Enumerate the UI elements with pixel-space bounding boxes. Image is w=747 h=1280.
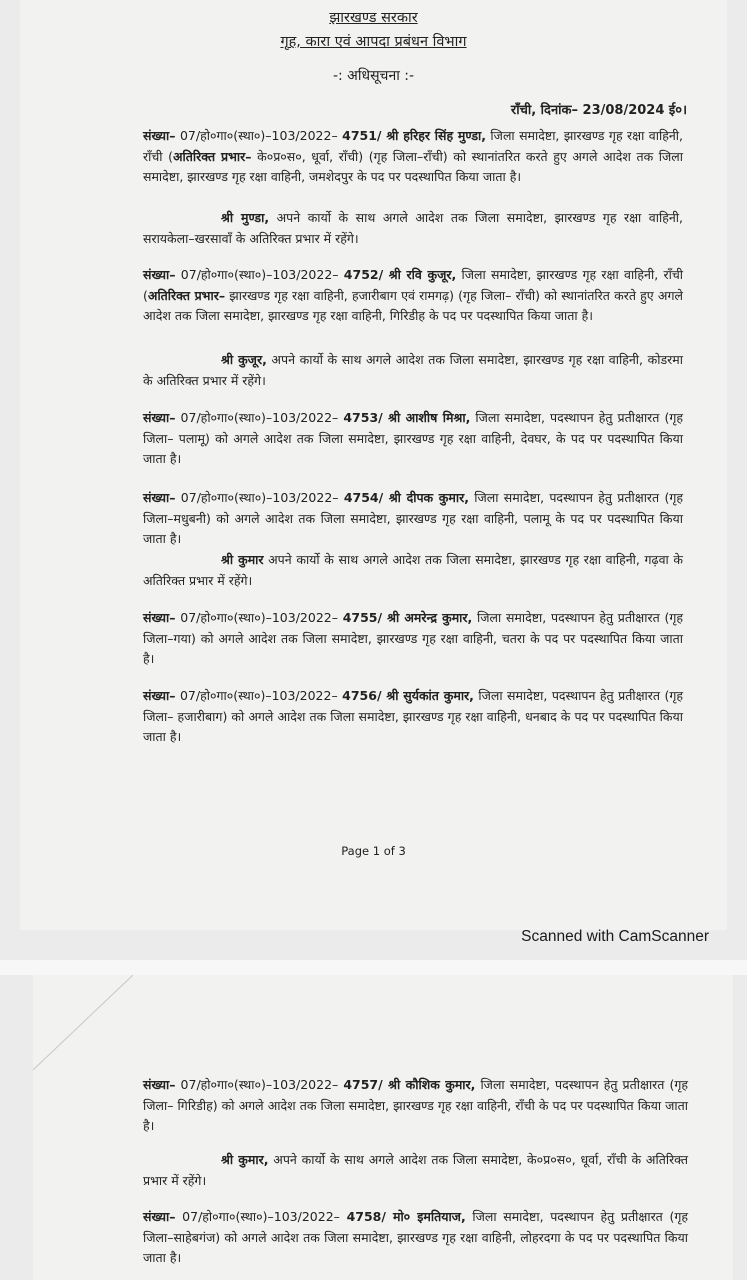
order-entry-4752: संख्या– 07/हो०गा०(स्था०)–103/2022– 4752/ श्री रवि कुजूर, जिला समादेष्टा, झारखण्ड गृह रक्षा वाहिनी, राँची (अतिरिक्त प्रभार– झारखण्ड गृह रक्षा वाहिनी, हजारीबाग एवं रामगढ़) (गृह जिला– राँची) को स्थानांतरित करते हुए अगले आदेश तक जिला समादेष्टा, झारखण्ड गृह रक्षा वाहिनी, गिरिडीह के पद पर पदस्थापित किया जाता है। [143,267,683,323]
order-entry-4758: संख्या– 07/हो०गा०(स्था०)–103/2022– 4758/ मो० इमतियाज, जिला समादेष्टा, पदस्थापन हेतु प्रतीक्षारत (गृह जिला–साहेबगंज) को अगले आदेश तक जिला समादेष्टा, झारखण्ड गृह रक्षा वाहिनी, लोहरदगा के पद पर पदस्थापित किया जाता है। [143,1209,689,1265]
document-page-1 [20,0,727,930]
header-department: गृह, कारा एवं आपदा प्रबंधन विभाग [280,34,467,50]
page-gap [0,960,747,975]
notification-heading: -: अधिसूचना :- [332,68,415,84]
scan-edge-line [33,975,153,1075]
order-entry-4751: संख्या– 07/हो०गा०(स्था०)–103/2022– 4751/ श्री हरिहर सिंह मुण्डा, जिला समादेष्टा, झारखण्ड गृह रक्षा वाहिनी, राँची (अतिरिक्त प्रभार– के०प्र०स०, धूर्वा, राँची) (गृह जिला–राँची) को स्थानांतरित करते हुए अगले आदेश तक जिला समादेष्टा, झारखण्ड गृह रक्षा वाहिनी, जमशेदपुर के पद पर पदस्थापित किया जाता है। [143,128,683,184]
order-entry-4757: संख्या– 07/हो०गा०(स्था०)–103/2022– 4757/ श्री कौशिक कुमार, जिला समादेष्टा, पदस्थापन हेतु प्रतीक्षारत (गृह जिला– गिरिडीह) को अगले आदेश तक जिला समादेष्टा, झारखण्ड गृह रक्षा वाहिनी, राँची के पद पर पदस्थापित किया जाता है। [143,1077,689,1133]
order-subnote-4752: श्री कुजूर, अपने कार्यो के साथ अगले आदेश तक जिला समादेष्टा, झारखण्ड गृह रक्षा वाहिनी, कोडरमा के अतिरिक्त प्रभार में रहेंगे। [143,352,683,388]
order-subnote-4754: श्री कुमार अपने कार्यो के साथ अगले आदेश तक जिला समादेष्टा, झारखण्ड गृह रक्षा वाहिनी, गढ़वा के अतिरिक्त प्रभार में रहेंगे। [143,552,683,588]
order-entry-4755: संख्या– 07/हो०गा०(स्था०)–103/2022– 4755/ श्री अमरेन्द्र कुमार, जिला समादेष्टा, पदस्थापन हेतु प्रतीक्षारत (गृह जिला–गया) को अगले आदेश तक जिला समादेष्टा, झारखण्ड गृह रक्षा वाहिनी, चतरा के पद पर पदस्थापित किया जाता है। [143,610,683,666]
order-subnote-4751: श्री मुण्डा, अपने कार्यो के साथ अगले आदेश तक जिला समादेष्टा, झारखण्ड गृह रक्षा वाहिनी, सरायकेला–खरसावाँ के अतिरिक्त प्रभार में रहेंगे। [143,210,683,246]
document-page-2 [33,975,733,1280]
order-entry-4754: संख्या– 07/हो०गा०(स्था०)–103/2022– 4754/ श्री दीपक कुमार, जिला समादेष्टा, पदस्थापन हेतु प्रतीक्षारत (गृह जिला–मधुबनी) को अगले आदेश तक जिला समादेष्टा, झारखण्ड गृह रक्षा वाहिनी, पलामू के पद पर पदस्थापित किया जाता है। [143,490,683,546]
order-entry-4753: संख्या– 07/हो०गा०(स्था०)–103/2022– 4753/ श्री आशीष मिश्रा, जिला समादेष्टा, पदस्थापन हेतु प्रतीक्षारत (गृह जिला– पलामू) को अगले आदेश तक जिला समादेष्टा, झारखण्ड गृह रक्षा वाहिनी, देवघर, के पद पर पदस्थापित किया जाता है। [143,410,684,466]
order-entry-4756: संख्या– 07/हो०गा०(स्था०)–103/2022– 4756/ श्री सुर्यकांत कुमार, जिला समादेष्टा, पदस्थापन हेतु प्रतीक्षारत (गृह जिला– हजारीबाग) को अगले आदेश तक जिला समादेष्टा, झारखण्ड गृह रक्षा वाहिनी, धनबाद के पद पर पदस्थापित किया जाता है। [143,688,684,744]
date-line: राँची, दिनांक– 23/08/2024 ई०। [510,103,687,118]
header-government: झारखण्ड सरकार [329,10,418,26]
order-subnote-4757: श्री कुमार, अपने कार्यो के साथ अगले आदेश तक जिला समादेष्टा, के०प्र०स०, धूर्वा, राँची के अतिरिक्त प्रभार में रहेंगे। [143,1152,689,1188]
page-footer: Page 1 of 3 [341,844,406,858]
camscanner-watermark: Scanned with CamScanner [521,928,709,945]
